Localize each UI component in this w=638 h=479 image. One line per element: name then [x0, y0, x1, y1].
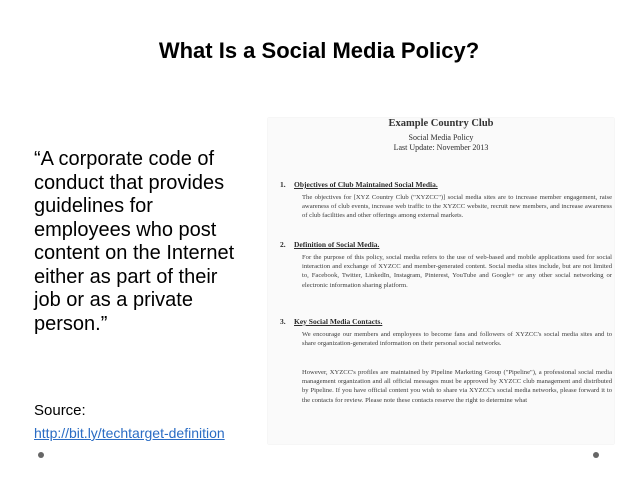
section-heading: Key Social Media Contacts. — [294, 317, 383, 326]
section-heading: Definition of Social Media. — [294, 240, 380, 249]
slide-title: What Is a Social Media Policy? — [158, 38, 480, 63]
section-paragraph: However, XYZCC's profiles are maintained by Pipeline Marketing Group ("Pipeline"), a professional social media management organization and all official messages must be approved by XYZCC club management and distributed by Pipeline. If you have official content you wish to share via XYZCC's social media networks, please forward it to the contacts for review. Please note these contacts reserve the right to determine what — [302, 369, 612, 404]
section-number: 2. — [280, 240, 286, 249]
section-number: 3. — [280, 317, 286, 326]
bottom-left-dot — [38, 452, 44, 458]
document-policy-title: Social Media Policy — [408, 133, 474, 142]
section-paragraph: For the purpose of this policy, social media refers to the use of web-based and mobile applications used for social interaction and exchange of XYZCC and member-generated content. Social media sites include, but are not limited to, Facebook, Twitter, LinkedIn, Instagram, Pinterest, YouTube and Google+ or any other social networking or electronic information sharing platform. — [302, 254, 612, 289]
example-policy-document — [268, 118, 614, 444]
section-heading: Objectives of Club Maintained Social Media. — [294, 180, 438, 189]
definition-quote: “A corporate code of conduct that provides guidelines for employees who post content on the Internet either as part of their job or as a private person.” — [34, 148, 235, 335]
document-last-update: Last Update: November 2013 — [393, 143, 489, 152]
source-link[interactable]: http://bit.ly/techtarget-definition — [34, 425, 225, 441]
section-number: 1. — [280, 180, 286, 189]
source-label: Source: — [34, 402, 86, 419]
document-club-name: Example Country Club — [388, 118, 494, 129]
section-paragraph: We encourage our members and employees to become fans and followers of XYZCC's social media sites and to share organization-generated information on their personal social networks. — [302, 331, 612, 348]
section-paragraph: The objectives for [XYZ Country Club ("XYZCC")] social media sites are to increase member engagement, raise awareness of club events, increase web traffic to the XYZCC website, recruit new members, and increase awareness of club facilities and other offerings among external markets. — [302, 194, 612, 220]
bottom-right-dot — [593, 452, 599, 458]
